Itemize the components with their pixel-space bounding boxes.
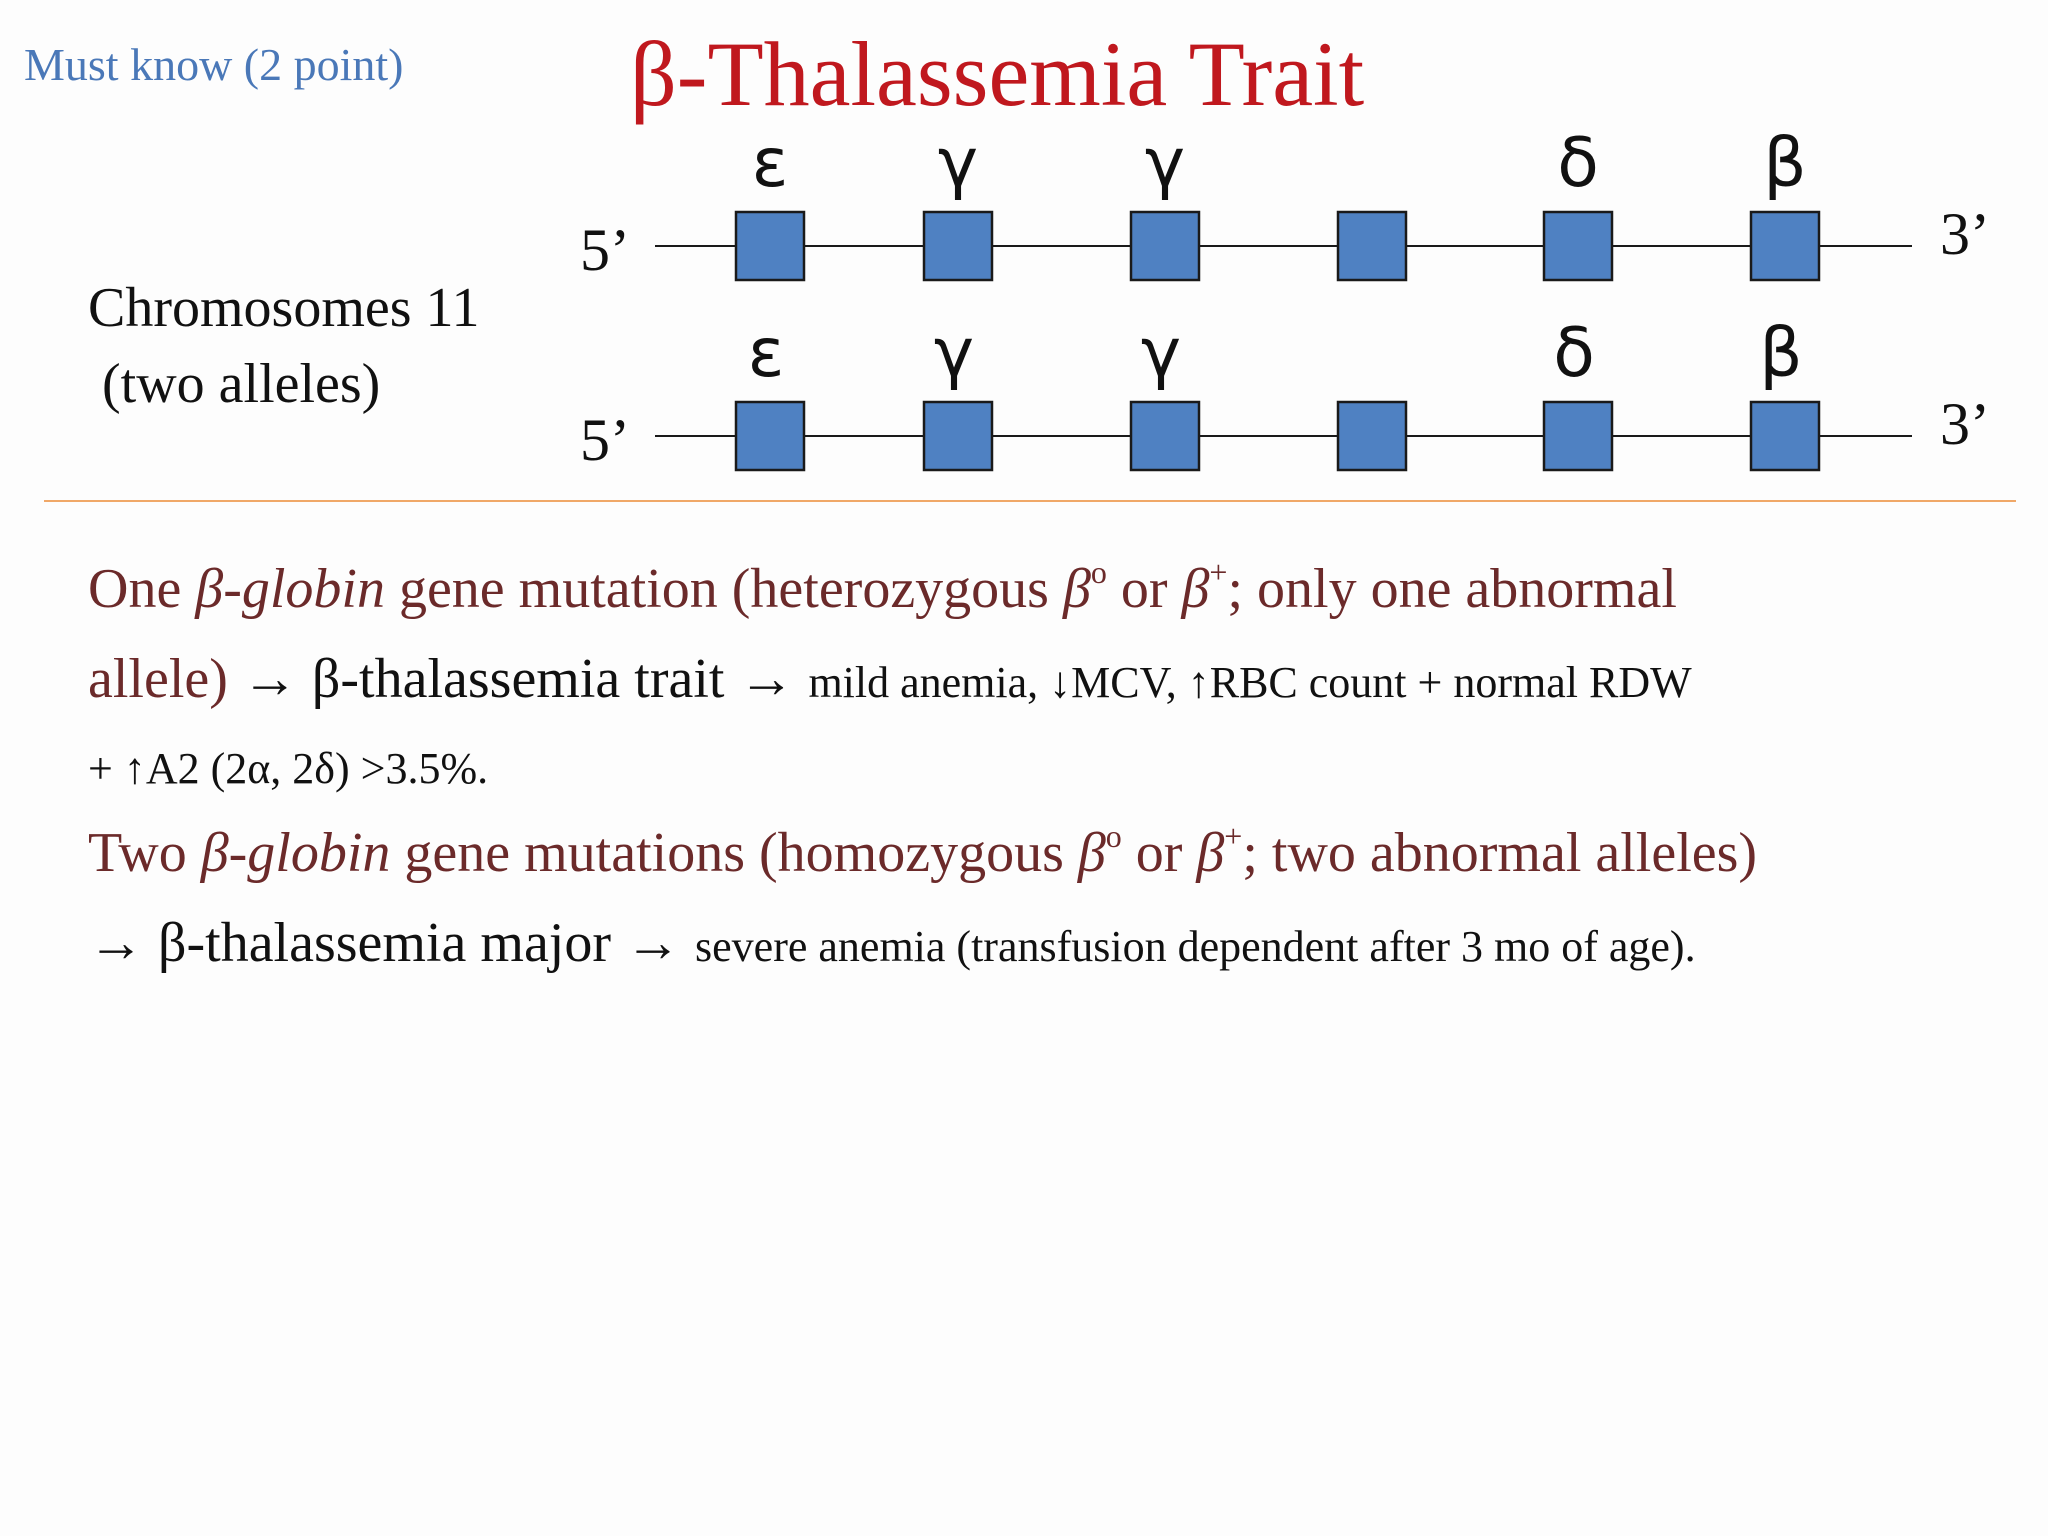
gene-label: γ <box>937 124 979 203</box>
five-prime-label: 5’ <box>580 217 630 283</box>
gene-box <box>1338 402 1406 470</box>
gene-label: ε <box>747 314 785 393</box>
major-text: or <box>1121 822 1197 884</box>
trait-superscript: o <box>1090 554 1107 590</box>
trait-findings: + ↑A2 (2α, 2δ) >3.5%. <box>88 744 489 793</box>
gene-box <box>924 402 992 470</box>
gene-box <box>1131 402 1199 470</box>
major-line-2 <box>88 905 1757 995</box>
gene-box <box>924 212 992 280</box>
major-superscript: + <box>1224 818 1243 854</box>
gene-label: β <box>1763 124 1807 203</box>
five-prime-label: 5’ <box>580 407 630 473</box>
gene-label: δ <box>1553 314 1595 393</box>
trait-text: One <box>88 558 196 620</box>
trait-line-1 <box>88 534 1692 641</box>
trait-text: gene mutation (heterozygous <box>384 558 1063 620</box>
trait-text: β-globin <box>195 558 385 620</box>
must-know-badge: Must know (2 point) <box>24 39 404 90</box>
gene-label: γ <box>1140 314 1182 393</box>
trait-text: β <box>1062 558 1091 620</box>
trait-superscript: + <box>1209 554 1228 590</box>
gene-box <box>1544 212 1612 280</box>
trait-text: or <box>1106 558 1182 620</box>
major-text: β-globin <box>200 822 391 884</box>
major-text: ; two abnormal alleles) <box>1242 822 1758 884</box>
trait-text: β <box>1181 558 1210 620</box>
gene-box <box>1544 402 1612 470</box>
gene-box <box>736 402 804 470</box>
gene-box <box>1131 212 1199 280</box>
major-superscript: o <box>1105 818 1122 854</box>
major-text: β <box>1077 822 1106 884</box>
gene-box <box>1751 402 1819 470</box>
major-text: → β-thalassemia major → <box>88 912 696 974</box>
major-line-1 <box>88 798 1757 905</box>
gene-box <box>1751 212 1819 280</box>
globin-gene-diagram <box>0 0 2048 500</box>
gene-box <box>1338 212 1406 280</box>
gene-label: ε <box>751 124 789 203</box>
trait-findings: mild anemia, ↓MCV, ↑RBC count + normal RDW <box>808 658 1692 707</box>
three-prime-label: 3’ <box>1940 391 1990 457</box>
major-text: β <box>1196 822 1225 884</box>
gene-label: β <box>1759 314 1803 393</box>
gene-label: γ <box>1144 124 1186 203</box>
major-text: Two <box>88 822 201 884</box>
trait-line-2 <box>88 641 1692 731</box>
section-divider <box>44 500 2016 502</box>
gene-label: δ <box>1557 124 1599 203</box>
major-findings: severe anemia (transfusion dependent after 3 mo of age). <box>695 922 1696 971</box>
chromosome-label: Chromosomes 11 (two alleles) <box>88 277 480 415</box>
slide-title: β-Thalassemia Trait <box>630 23 1365 125</box>
three-prime-label: 3’ <box>1940 201 1990 267</box>
trait-text: → β-thalassemia trait → <box>227 648 809 710</box>
major-paragraph <box>88 798 1757 995</box>
trait-paragraph <box>88 534 1692 817</box>
major-text: gene mutations (homozygous <box>390 822 1078 884</box>
trait-text: ; only one abnormal <box>1227 558 1677 620</box>
gene-box <box>736 212 804 280</box>
trait-text: allele) <box>88 648 228 710</box>
gene-label: γ <box>933 314 975 393</box>
